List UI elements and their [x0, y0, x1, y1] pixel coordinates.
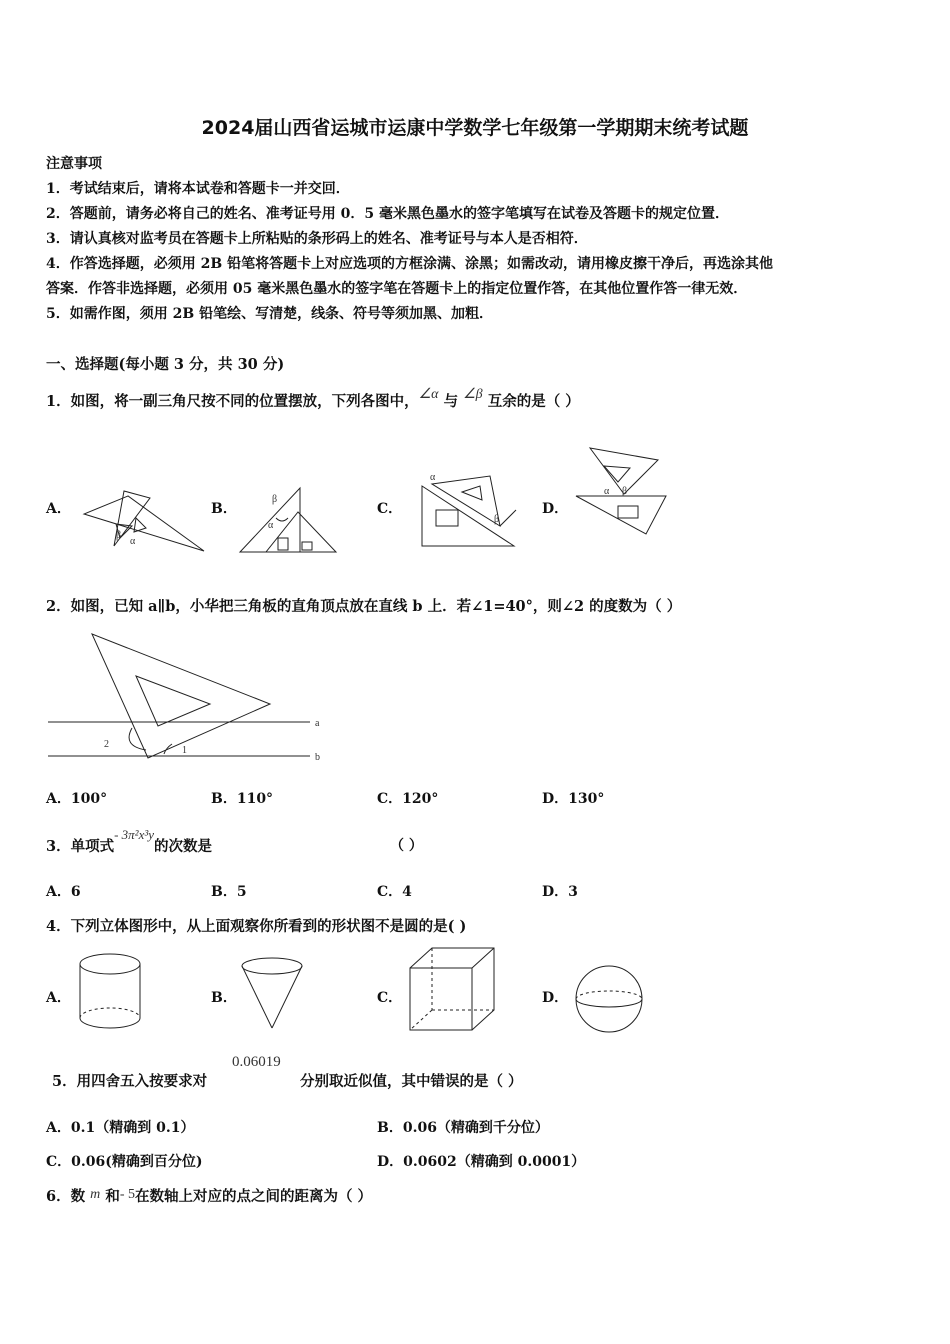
q2-text: 2．如图，已知 a∥b，小华把三角板的直角顶点放在直线 b 上．若∠1=40°，则∠2 的度数为（ ）: [46, 598, 682, 615]
q3-stem-end: 的次数是: [154, 838, 213, 855]
q1-text: [46, 387, 580, 411]
svg-text:β: β: [272, 494, 278, 505]
q5-option-c: C．0.06(精确到百分位): [46, 1154, 203, 1170]
q5-option-b: B．0.06（精确到千分位）: [377, 1120, 549, 1136]
notice-line-5: 答案．作答非选择题，必须用 05 毫米黑色墨水的签字笔在答题卡上的指定位置作答，在其他位置作答一律无效．: [46, 281, 748, 297]
q5-number: 0.06019: [232, 1054, 281, 1070]
q1-figure-b: [238, 484, 338, 556]
q3-option-c: C．4: [377, 884, 412, 900]
label-b: b: [315, 752, 320, 763]
q1-stem-end: 互余的是（ ）: [487, 393, 580, 410]
q1-option-a-label: A．: [46, 501, 71, 517]
label-angle-1: 1: [182, 745, 187, 756]
q5-option-d: D．0.0602（精确到 0.0001）: [377, 1154, 586, 1170]
q6-m: m: [90, 1187, 101, 1202]
q4-cone: [240, 956, 306, 1032]
q3-option-a: A．6: [46, 884, 81, 900]
notice-line-3: 3．请认真核对监考员在答题卡上所粘贴的条形码上的姓名、准考证号与本人是否相符．: [46, 231, 588, 247]
q1-option-d-label: D．: [542, 501, 569, 517]
notice-line-4: 4．作答选择题，必须用 2B 铅笔将答题卡上对应选项的方框涂满、涂黑；如需改动，请用橡皮擦干净后，再选涂其他: [46, 256, 774, 272]
q2-option-a: A．100°: [46, 791, 108, 807]
q1-and: 与: [443, 393, 459, 410]
q5-stem: 5．用四舍五入按要求对: [52, 1073, 208, 1090]
q1-option-c-label: C．: [377, 501, 403, 517]
q3-option-b: B．5: [211, 884, 247, 900]
q4-option-d-label: D．: [542, 990, 569, 1006]
q6-stem: 6．数: [46, 1188, 86, 1205]
q3-answer-bracket: （ ）: [390, 838, 423, 854]
section-heading: 一、选择题(每小题 3 分，共 30 分): [46, 356, 285, 373]
svg-text:α: α: [430, 472, 436, 483]
q4-option-a-label: A．: [46, 990, 71, 1006]
q5-option-a: A．0.1（精确到 0.1）: [46, 1120, 195, 1136]
q1-option-b-label: B．: [211, 501, 237, 517]
q1-beta: ∠β: [463, 387, 483, 402]
svg-text:β: β: [494, 514, 500, 525]
q1-alpha: ∠α: [418, 387, 439, 402]
svg-text:α: α: [130, 536, 136, 547]
q6-text: [46, 1185, 372, 1206]
svg-text:β: β: [622, 486, 628, 497]
svg-text:β: β: [116, 530, 122, 541]
q2-option-d: D．130°: [542, 791, 605, 807]
q3-monomial: - 3π²x³y: [114, 827, 155, 842]
q5-text: [52, 1070, 207, 1091]
q1-figure-d: [574, 446, 669, 538]
q4-sphere: [574, 964, 644, 1034]
label-angle-2: 2: [104, 739, 109, 750]
label-a: a: [315, 718, 320, 729]
q3-stem: 3．单项式: [46, 838, 115, 855]
angle-2-arc: [129, 728, 146, 750]
q4-cube: [408, 946, 496, 1034]
q2-figure: [48, 632, 338, 766]
q1-figure-c: [418, 470, 528, 550]
notice-line-6: 5．如需作图，须用 2B 铅笔绘、写清楚，线条、符号等须加黑、加粗．: [46, 306, 494, 322]
q3-option-d: D．3: [542, 884, 578, 900]
q2-option-b: B．110°: [211, 791, 274, 807]
q3-text: [46, 827, 213, 856]
notice-line-2: 2．答题前，请务必将自己的姓名、准考证号用 0．5 毫米黑色墨水的签字笔填写在试卷及答题卡的规定位置．: [46, 206, 729, 222]
q6-stem-end: 在数轴上对应的点之间的距离为（ ）: [135, 1188, 373, 1205]
q4-text: 4．下列立体图形中，从上面观察你所看到的形状图不是圆的是( ): [46, 918, 467, 935]
q4-option-c-label: C．: [377, 990, 403, 1006]
notice-heading: 注意事项: [46, 156, 102, 172]
q2-option-c: C．120°: [377, 791, 439, 807]
svg-text:α: α: [268, 520, 274, 531]
q4-cylinder: [78, 952, 142, 1032]
q1-stem: 1．如图，将一副三角尺按不同的位置摆放，下列各图中，: [46, 393, 419, 410]
notice-line-1: 1．考试结束后，请将本试卷和答题卡一并交回．: [46, 181, 350, 197]
svg-text:α: α: [604, 486, 610, 497]
q5-stem-end: 分别取近似值，其中错误的是（ ）: [300, 1073, 523, 1090]
q4-option-b-label: B．: [211, 990, 237, 1006]
q6-neg5: - 5: [119, 1187, 136, 1202]
page-title: 2024届山西省运城市运康中学数学七年级第一学期期末统考试题: [201, 117, 749, 139]
q1-figure-a: [80, 488, 210, 558]
q6-and: 和: [105, 1188, 120, 1205]
